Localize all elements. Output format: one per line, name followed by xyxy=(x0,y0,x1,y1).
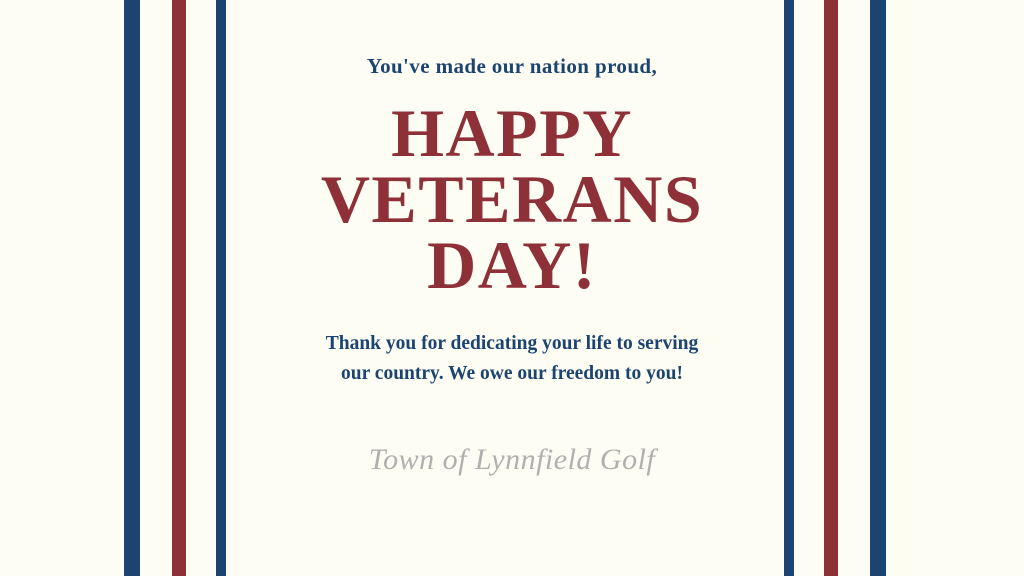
headline xyxy=(302,95,722,303)
headline-line-1: HAPPY xyxy=(391,95,633,171)
headline-line-2: VETERANS xyxy=(320,160,704,237)
body-text xyxy=(297,329,727,389)
message-block xyxy=(240,0,784,576)
signature-text: Town of Lynnfield Golf xyxy=(368,443,656,477)
body-line-1: Thank you for dedicating your life to serving xyxy=(325,332,699,354)
stripe-right-navy-1 xyxy=(784,0,794,576)
stripe-left-navy-2 xyxy=(216,0,226,576)
stripe-right-navy-2 xyxy=(870,0,886,576)
eyebrow-text: You've made our nation proud, xyxy=(366,54,658,78)
stripe-right-maroon xyxy=(824,0,838,576)
stripe-left-navy-1 xyxy=(124,0,140,576)
stripe-left-maroon xyxy=(172,0,186,576)
body-line-2: our country. We owe our freedom to you! xyxy=(341,363,683,385)
headline-line-3: DAY! xyxy=(427,226,597,303)
